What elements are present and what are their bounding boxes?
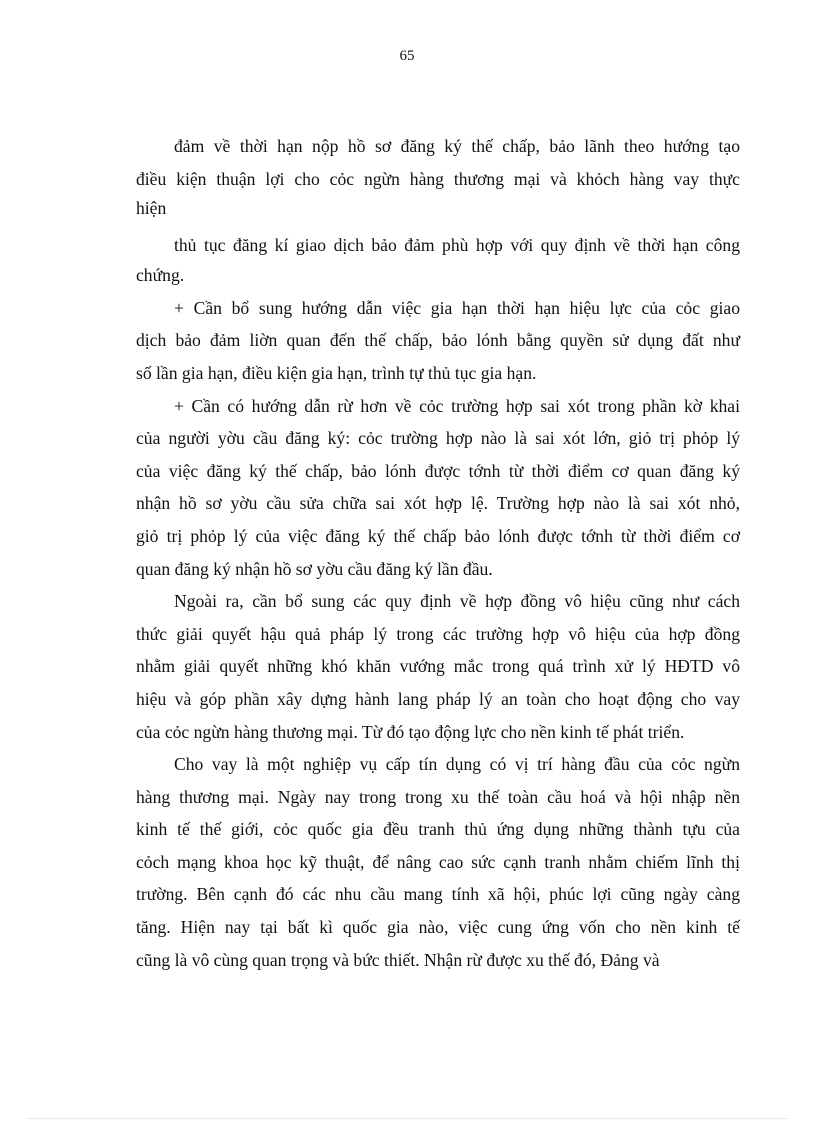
text-line: dịch bảo đảm liờn quan đến thế chấp, bảo lónh bằng quyền sử dụng đất như: [136, 330, 740, 351]
text-line: số lần gia hạn, điều kiện gia hạn, trình tự thủ tục gia hạn.: [136, 362, 537, 383]
text-line: trường. Bên cạnh đó các nhu cầu mang tính xã hội, phúc lợi cũng ngày càng: [136, 884, 740, 905]
text-line: hiện: [136, 198, 167, 219]
text-line: cỏch mạng khoa học kỹ thuật, để nâng cao sức cạnh tranh nhằm chiếm lĩnh thị: [136, 851, 740, 872]
text-line: hiệu và góp phần xây dựng hành lang pháp lý an toàn cho hoạt động cho vay: [136, 688, 740, 709]
text-line: của người yờu cầu đăng ký: cỏc trường hợp nào là sai xót lớn, giỏ trị phỏp lý: [136, 428, 740, 449]
text-line: nhận hồ sơ yờu cầu sửa chữa sai xót hợp lệ. Trường hợp nào là sai xót nhỏ,: [136, 493, 740, 514]
text-line: hàng thương mại. Ngày nay trong trong xu thế toàn cầu hoá và hội nhập nền: [136, 786, 740, 807]
text-line: + Cần bổ sung hướng dẫn việc gia hạn thời hạn hiệu lực của cỏc giao: [174, 297, 740, 318]
text-line: kinh tế thế giới, cỏc quốc gia đều tranh thủ ứng dụng những thành tựu của: [136, 819, 740, 840]
document-body: [136, 130, 740, 976]
text-line: + Cần có hướng dẫn rừ hơn về cỏc trường hợp sai xót trong phần kờ khai: [174, 395, 740, 416]
page-number: 65: [399, 48, 415, 64]
text-line: của cỏc ngừn hàng thương mại. Từ đó tạo động lực cho nền kinh tế phát triển.: [136, 721, 685, 742]
text-line: đảm về thời hạn nộp hồ sơ đăng ký thế chấp, bảo lãnh theo hướng tạo: [174, 136, 740, 156]
text-line: chứng.: [136, 264, 185, 285]
text-line: cũng là vô cùng quan trọng và bức thiết. Nhận rừ được xu thế đó, Đảng và: [136, 949, 660, 970]
text-line: điều kiện thuận lợi cho cỏc ngừn hàng thương mại và khỏch hàng vay thực: [136, 168, 740, 189]
text-line: Ngoài ra, cần bổ sung các quy định về hợp đồng vô hiệu cũng như cách: [174, 591, 740, 612]
text-line: Cho vay là một nghiệp vụ cấp tín dụng có vị trí hàng đầu của cỏc ngừn: [174, 754, 740, 775]
text-line: quan đăng ký nhận hồ sơ yờu cầu đăng ký lần đầu.: [136, 558, 493, 579]
text-line: thức giải quyết hậu quả pháp lý trong các trường hợp vô hiệu của hợp đồng: [136, 623, 740, 644]
text-line: nhằm giải quyết những khó khăn vướng mắc trong quá trình xử lý HĐTD vô: [136, 656, 740, 677]
text-line: của việc đăng ký thế chấp, bảo lónh được tớnh từ thời điểm cơ quan đăng ký: [136, 460, 740, 481]
text-line: giỏ trị phỏp lý của việc đăng ký thế chấp bảo lónh được tớnh từ thời điểm cơ: [136, 525, 740, 546]
text-line: tăng. Hiện nay tại bất kì quốc gia nào, việc cung ứng vốn cho nền kinh tế: [136, 917, 740, 938]
footer-divider: [28, 1118, 788, 1119]
text-line: thủ tục đăng kí giao dịch bảo đảm phù hợp với quy định về thời hạn công: [174, 235, 740, 256]
